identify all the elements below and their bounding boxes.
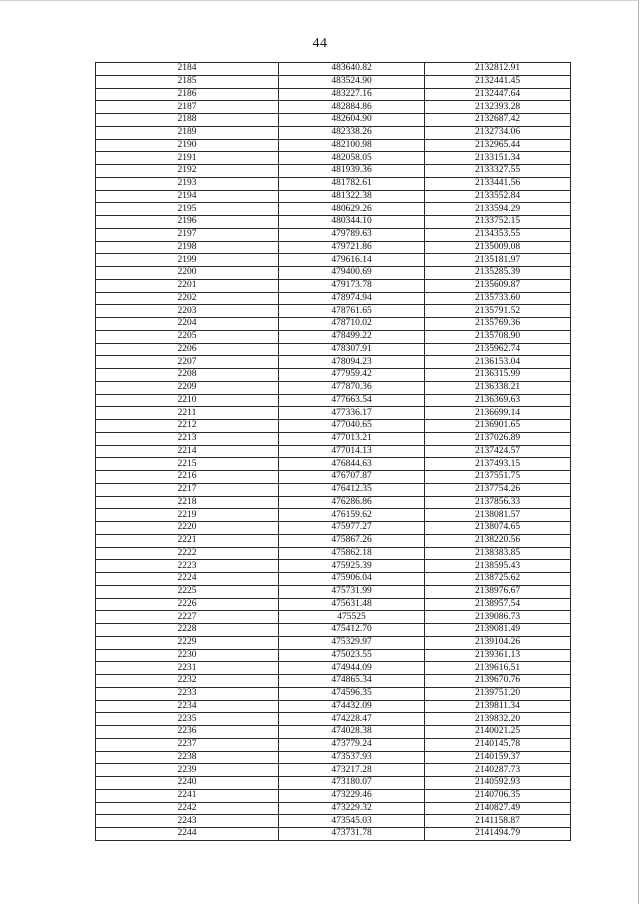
point-number-cell: 2210 (96, 394, 279, 407)
y-coordinate-cell: 2137551.75 (425, 471, 571, 484)
point-number-cell: 2238 (96, 751, 279, 764)
y-coordinate-cell: 2140827.49 (425, 802, 571, 815)
table-row (96, 267, 571, 280)
x-coordinate-cell: 474028.38 (279, 726, 425, 739)
point-number-cell: 2213 (96, 432, 279, 445)
point-number-cell: 2190 (96, 139, 279, 152)
point-number-cell: 2197 (96, 228, 279, 241)
x-coordinate-cell: 477663.54 (279, 394, 425, 407)
table-row (96, 75, 571, 88)
table-row (96, 343, 571, 356)
x-coordinate-cell: 475329.97 (279, 636, 425, 649)
point-number-cell: 2192 (96, 165, 279, 178)
y-coordinate-cell: 2136153.04 (425, 356, 571, 369)
point-number-cell: 2225 (96, 585, 279, 598)
y-coordinate-cell: 2132393.28 (425, 101, 571, 114)
table-row (96, 713, 571, 726)
y-coordinate-cell: 2132447.64 (425, 88, 571, 101)
table-row (96, 777, 571, 790)
x-coordinate-cell: 476286.86 (279, 496, 425, 509)
point-number-cell: 2227 (96, 611, 279, 624)
x-coordinate-cell: 478761.65 (279, 305, 425, 318)
x-coordinate-cell: 482604.90 (279, 114, 425, 127)
x-coordinate-cell: 477013.21 (279, 432, 425, 445)
point-number-cell: 2220 (96, 522, 279, 535)
x-coordinate-cell: 478094.23 (279, 356, 425, 369)
x-coordinate-cell: 477014.13 (279, 445, 425, 458)
table-row (96, 802, 571, 815)
point-number-cell: 2201 (96, 279, 279, 292)
table-row (96, 394, 571, 407)
y-coordinate-cell: 2135733.60 (425, 292, 571, 305)
x-coordinate-cell: 483640.82 (279, 63, 425, 76)
x-coordinate-cell: 474228.47 (279, 713, 425, 726)
table-row (96, 139, 571, 152)
point-number-cell: 2189 (96, 126, 279, 139)
x-coordinate-cell: 477959.42 (279, 369, 425, 382)
x-coordinate-cell: 478499.22 (279, 330, 425, 343)
coordinate-table-body (96, 63, 571, 841)
table-row (96, 292, 571, 305)
x-coordinate-cell: 475977.27 (279, 522, 425, 535)
y-coordinate-cell: 2135769.36 (425, 318, 571, 331)
x-coordinate-cell: 479173.78 (279, 279, 425, 292)
table-row (96, 675, 571, 688)
y-coordinate-cell: 2135609.87 (425, 279, 571, 292)
table-row (96, 407, 571, 420)
y-coordinate-cell: 2139361.13 (425, 649, 571, 662)
table-row (96, 458, 571, 471)
point-number-cell: 2187 (96, 101, 279, 114)
table-row (96, 534, 571, 547)
y-coordinate-cell: 2139832.20 (425, 713, 571, 726)
x-coordinate-cell: 477870.36 (279, 381, 425, 394)
table-row (96, 445, 571, 458)
table-row (96, 751, 571, 764)
page-number: 44 (312, 36, 328, 51)
point-number-cell: 2203 (96, 305, 279, 318)
y-coordinate-cell: 2133752.15 (425, 216, 571, 229)
point-number-cell: 2204 (96, 318, 279, 331)
y-coordinate-cell: 2136338.21 (425, 381, 571, 394)
point-number-cell: 2223 (96, 560, 279, 573)
x-coordinate-cell: 482884.86 (279, 101, 425, 114)
point-number-cell: 2205 (96, 330, 279, 343)
y-coordinate-cell: 2136315.99 (425, 369, 571, 382)
table-row (96, 216, 571, 229)
coordinate-table (95, 62, 571, 841)
x-coordinate-cell: 479789.63 (279, 228, 425, 241)
x-coordinate-cell: 473229.46 (279, 789, 425, 802)
y-coordinate-cell: 2138976.67 (425, 585, 571, 598)
table-row (96, 764, 571, 777)
y-coordinate-cell: 2137856.33 (425, 496, 571, 509)
y-coordinate-cell: 2140159.37 (425, 751, 571, 764)
y-coordinate-cell: 2138957.54 (425, 598, 571, 611)
x-coordinate-cell: 473229.32 (279, 802, 425, 815)
point-number-cell: 2215 (96, 458, 279, 471)
x-coordinate-cell: 473180.07 (279, 777, 425, 790)
y-coordinate-cell: 2135181.97 (425, 254, 571, 267)
y-coordinate-cell: 2133327.55 (425, 165, 571, 178)
point-number-cell: 2217 (96, 483, 279, 496)
table-row (96, 585, 571, 598)
point-number-cell: 2212 (96, 420, 279, 433)
table-row (96, 152, 571, 165)
point-number-cell: 2206 (96, 343, 279, 356)
x-coordinate-cell: 473217.28 (279, 764, 425, 777)
point-number-cell: 2237 (96, 738, 279, 751)
point-number-cell: 2231 (96, 662, 279, 675)
table-row (96, 203, 571, 216)
y-coordinate-cell: 2138220.56 (425, 534, 571, 547)
table-row (96, 471, 571, 484)
x-coordinate-cell: 475867.26 (279, 534, 425, 547)
y-coordinate-cell: 2137424.57 (425, 445, 571, 458)
point-number-cell: 2202 (96, 292, 279, 305)
table-row (96, 522, 571, 535)
x-coordinate-cell: 475631.48 (279, 598, 425, 611)
point-number-cell: 2209 (96, 381, 279, 394)
table-row (96, 700, 571, 713)
point-number-cell: 2191 (96, 152, 279, 165)
point-number-cell: 2232 (96, 675, 279, 688)
table-row (96, 789, 571, 802)
point-number-cell: 2185 (96, 75, 279, 88)
y-coordinate-cell: 2140145.78 (425, 738, 571, 751)
x-coordinate-cell: 476412.35 (279, 483, 425, 496)
point-number-cell: 2207 (96, 356, 279, 369)
y-coordinate-cell: 2132734.06 (425, 126, 571, 139)
point-number-cell: 2233 (96, 687, 279, 700)
y-coordinate-cell: 2137754.26 (425, 483, 571, 496)
point-number-cell: 2224 (96, 573, 279, 586)
point-number-cell: 2236 (96, 726, 279, 739)
x-coordinate-cell: 479721.86 (279, 241, 425, 254)
table-row (96, 190, 571, 203)
y-coordinate-cell: 2141158.87 (425, 815, 571, 828)
table-row (96, 63, 571, 76)
x-coordinate-cell: 482338.26 (279, 126, 425, 139)
x-coordinate-cell: 481322.38 (279, 190, 425, 203)
y-coordinate-cell: 2133441.56 (425, 177, 571, 190)
x-coordinate-cell: 476707.87 (279, 471, 425, 484)
x-coordinate-cell: 475731.99 (279, 585, 425, 598)
y-coordinate-cell: 2133594.29 (425, 203, 571, 216)
table-row (96, 662, 571, 675)
table-row (96, 318, 571, 331)
table-row (96, 228, 571, 241)
x-coordinate-cell: 475862.18 (279, 547, 425, 560)
x-coordinate-cell: 473537.93 (279, 751, 425, 764)
x-coordinate-cell: 478974.94 (279, 292, 425, 305)
point-number-cell: 2234 (96, 700, 279, 713)
table-row (96, 815, 571, 828)
point-number-cell: 2214 (96, 445, 279, 458)
table-row (96, 687, 571, 700)
y-coordinate-cell: 2135791.52 (425, 305, 571, 318)
table-row (96, 560, 571, 573)
y-coordinate-cell: 2140021.25 (425, 726, 571, 739)
point-number-cell: 2208 (96, 369, 279, 382)
point-number-cell: 2226 (96, 598, 279, 611)
table-row (96, 624, 571, 637)
y-coordinate-cell: 2140287.73 (425, 764, 571, 777)
y-coordinate-cell: 2136901.65 (425, 420, 571, 433)
table-row (96, 330, 571, 343)
point-number-cell: 2196 (96, 216, 279, 229)
table-row (96, 738, 571, 751)
y-coordinate-cell: 2135009.08 (425, 241, 571, 254)
y-coordinate-cell: 2138074.65 (425, 522, 571, 535)
x-coordinate-cell: 473731.78 (279, 828, 425, 841)
x-coordinate-cell: 475412.70 (279, 624, 425, 637)
x-coordinate-cell: 482100.98 (279, 139, 425, 152)
y-coordinate-cell: 2138081.57 (425, 509, 571, 522)
y-coordinate-cell: 2132812.91 (425, 63, 571, 76)
table-row (96, 88, 571, 101)
point-number-cell: 2194 (96, 190, 279, 203)
point-number-cell: 2240 (96, 777, 279, 790)
point-number-cell: 2241 (96, 789, 279, 802)
x-coordinate-cell: 480629.26 (279, 203, 425, 216)
point-number-cell: 2219 (96, 509, 279, 522)
x-coordinate-cell: 475925.39 (279, 560, 425, 573)
table-row (96, 636, 571, 649)
point-number-cell: 2235 (96, 713, 279, 726)
point-number-cell: 2184 (96, 63, 279, 76)
x-coordinate-cell: 481782.61 (279, 177, 425, 190)
point-number-cell: 2230 (96, 649, 279, 662)
y-coordinate-cell: 2138383.85 (425, 547, 571, 560)
table-row (96, 165, 571, 178)
y-coordinate-cell: 2132965.44 (425, 139, 571, 152)
point-number-cell: 2228 (96, 624, 279, 637)
x-coordinate-cell: 475023.55 (279, 649, 425, 662)
x-coordinate-cell: 483524.90 (279, 75, 425, 88)
table-row (96, 279, 571, 292)
point-number-cell: 2243 (96, 815, 279, 828)
y-coordinate-cell: 2139751.20 (425, 687, 571, 700)
y-coordinate-cell: 2139616.51 (425, 662, 571, 675)
point-number-cell: 2218 (96, 496, 279, 509)
y-coordinate-cell: 2141494.79 (425, 828, 571, 841)
y-coordinate-cell: 2136369.63 (425, 394, 571, 407)
y-coordinate-cell: 2135962.74 (425, 343, 571, 356)
x-coordinate-cell: 474432.09 (279, 700, 425, 713)
point-number-cell: 2216 (96, 471, 279, 484)
x-coordinate-cell: 473545.03 (279, 815, 425, 828)
x-coordinate-cell: 477040.65 (279, 420, 425, 433)
table-row (96, 177, 571, 190)
y-coordinate-cell: 2135708.90 (425, 330, 571, 343)
table-row (96, 241, 571, 254)
table-row (96, 726, 571, 739)
table-row (96, 598, 571, 611)
y-coordinate-cell: 2135285.39 (425, 267, 571, 280)
x-coordinate-cell: 476844.63 (279, 458, 425, 471)
table-row (96, 381, 571, 394)
point-number-cell: 2239 (96, 764, 279, 777)
point-number-cell: 2199 (96, 254, 279, 267)
y-coordinate-cell: 2133552.84 (425, 190, 571, 203)
x-coordinate-cell: 476159.62 (279, 509, 425, 522)
table-row (96, 420, 571, 433)
table-row (96, 126, 571, 139)
x-coordinate-cell: 483227.16 (279, 88, 425, 101)
y-coordinate-cell: 2137493.15 (425, 458, 571, 471)
table-row (96, 573, 571, 586)
table-row (96, 828, 571, 841)
x-coordinate-cell: 480344.10 (279, 216, 425, 229)
y-coordinate-cell: 2139670.76 (425, 675, 571, 688)
point-number-cell: 2198 (96, 241, 279, 254)
point-number-cell: 2244 (96, 828, 279, 841)
point-number-cell: 2188 (96, 114, 279, 127)
y-coordinate-cell: 2132687.42 (425, 114, 571, 127)
x-coordinate-cell: 474865.34 (279, 675, 425, 688)
x-coordinate-cell: 478307.91 (279, 343, 425, 356)
y-coordinate-cell: 2136699.14 (425, 407, 571, 420)
point-number-cell: 2195 (96, 203, 279, 216)
point-number-cell: 2193 (96, 177, 279, 190)
x-coordinate-cell: 474944.09 (279, 662, 425, 675)
table-row (96, 305, 571, 318)
y-coordinate-cell: 2132441.45 (425, 75, 571, 88)
y-coordinate-cell: 2133151.34 (425, 152, 571, 165)
x-coordinate-cell: 478710.02 (279, 318, 425, 331)
point-number-cell: 2242 (96, 802, 279, 815)
y-coordinate-cell: 2139086.73 (425, 611, 571, 624)
table-row (96, 611, 571, 624)
x-coordinate-cell: 481939.36 (279, 165, 425, 178)
y-coordinate-cell: 2139104.26 (425, 636, 571, 649)
y-coordinate-cell: 2140706.35 (425, 789, 571, 802)
x-coordinate-cell: 479616.14 (279, 254, 425, 267)
x-coordinate-cell: 477336.17 (279, 407, 425, 420)
x-coordinate-cell: 479400.69 (279, 267, 425, 280)
point-number-cell: 2222 (96, 547, 279, 560)
y-coordinate-cell: 2138725.62 (425, 573, 571, 586)
y-coordinate-cell: 2139081.49 (425, 624, 571, 637)
point-number-cell: 2221 (96, 534, 279, 547)
table-row (96, 649, 571, 662)
x-coordinate-cell: 474596.35 (279, 687, 425, 700)
table-row (96, 114, 571, 127)
point-number-cell: 2211 (96, 407, 279, 420)
table-row (96, 254, 571, 267)
y-coordinate-cell: 2140592.93 (425, 777, 571, 790)
table-row (96, 369, 571, 382)
table-row (96, 483, 571, 496)
y-coordinate-cell: 2138595.43 (425, 560, 571, 573)
point-number-cell: 2200 (96, 267, 279, 280)
x-coordinate-cell: 482058.05 (279, 152, 425, 165)
x-coordinate-cell: 475906.04 (279, 573, 425, 586)
x-coordinate-cell: 473779.24 (279, 738, 425, 751)
table-row (96, 432, 571, 445)
table-row (96, 509, 571, 522)
table-row (96, 496, 571, 509)
y-coordinate-cell: 2139811.34 (425, 700, 571, 713)
point-number-cell: 2186 (96, 88, 279, 101)
x-coordinate-cell: 475525 (279, 611, 425, 624)
table-row (96, 101, 571, 114)
y-coordinate-cell: 2134353.55 (425, 228, 571, 241)
point-number-cell: 2229 (96, 636, 279, 649)
table-row (96, 547, 571, 560)
y-coordinate-cell: 2137026.89 (425, 432, 571, 445)
table-row (96, 356, 571, 369)
